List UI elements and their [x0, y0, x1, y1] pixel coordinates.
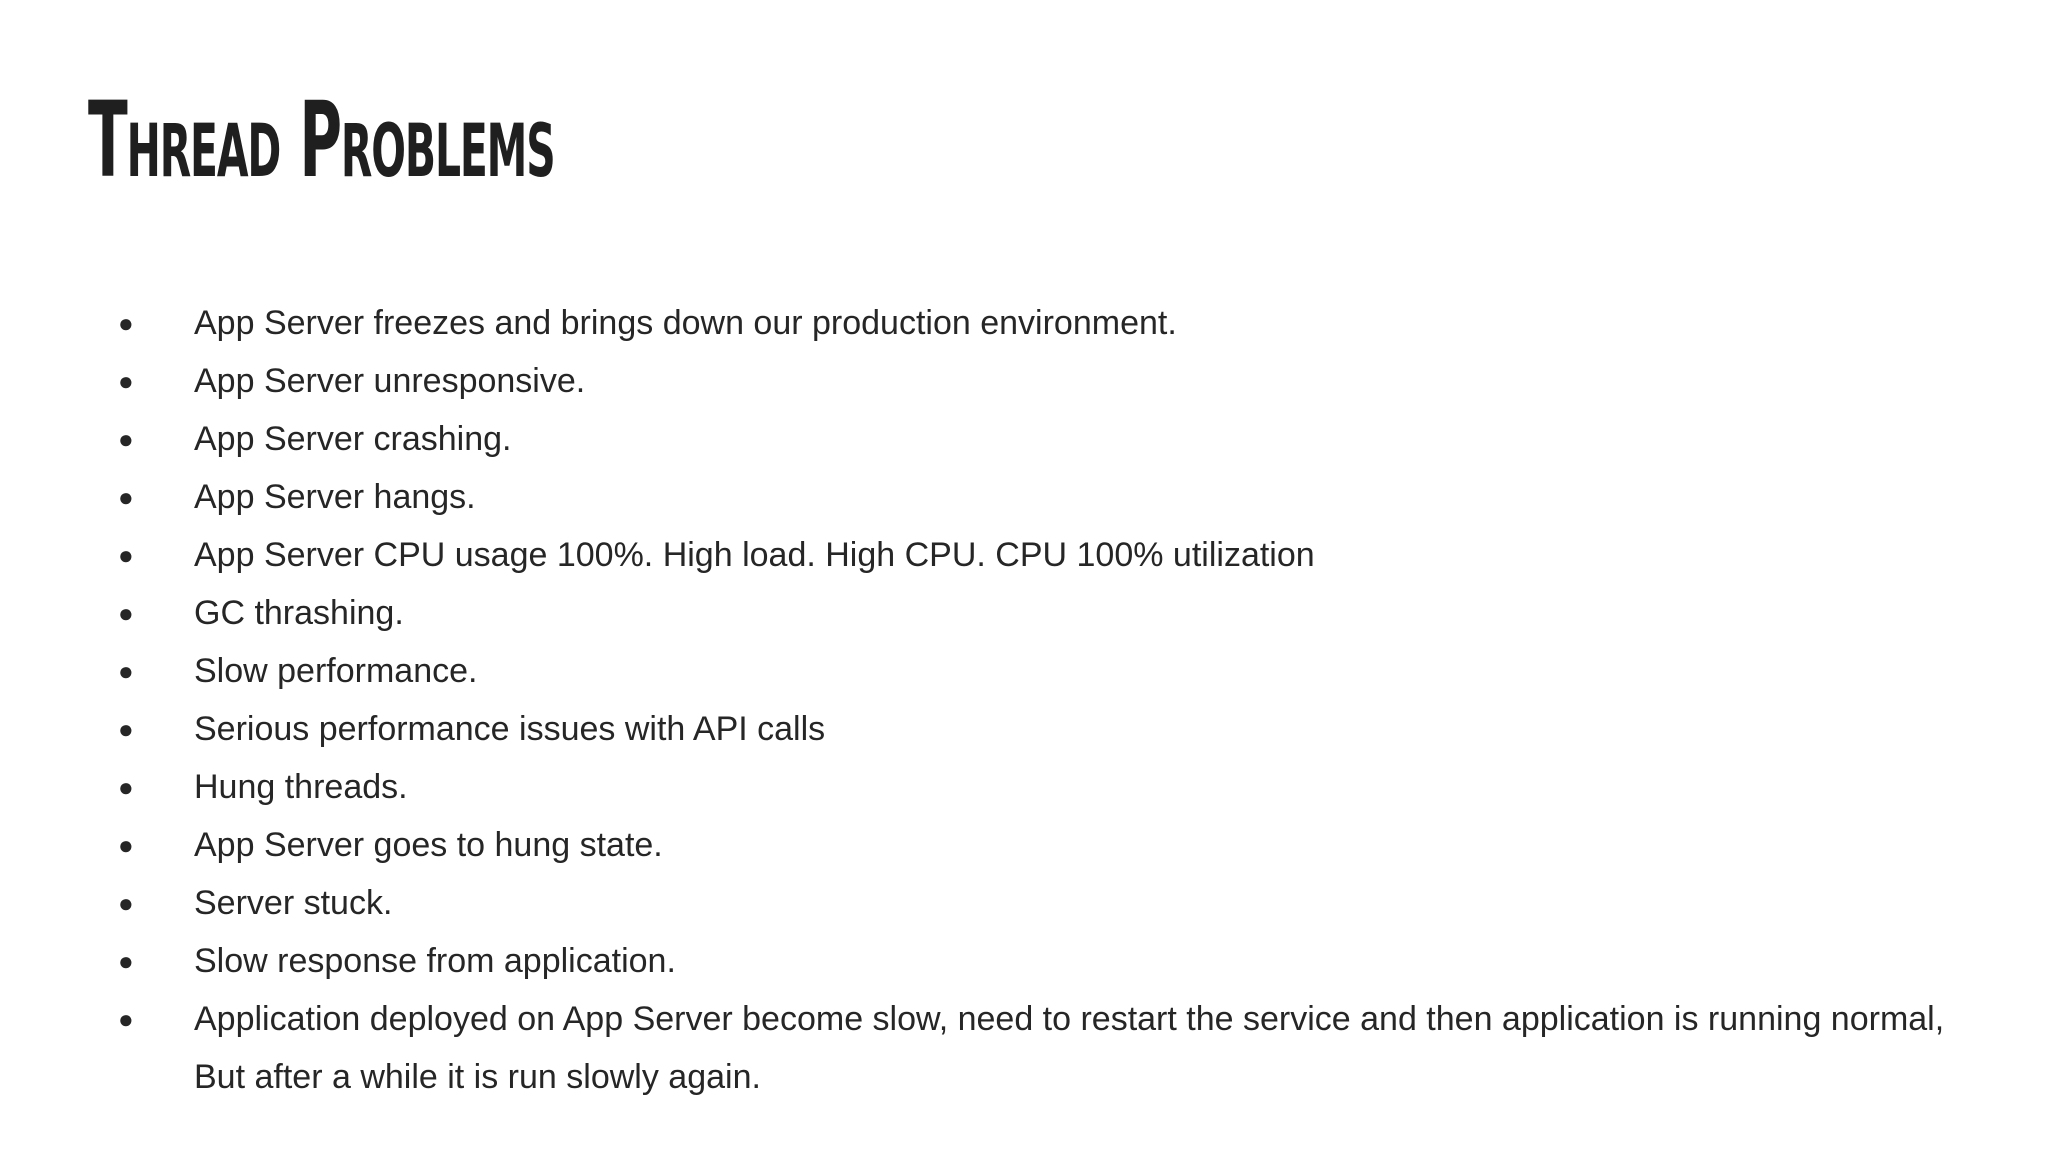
bullet-list — [118, 294, 1998, 1106]
bullet-icon: ● — [118, 714, 134, 744]
bullet-icon: ● — [118, 482, 134, 512]
slide-title: Thread Problems — [88, 79, 555, 201]
bullet-text: Slow response from application. — [194, 942, 676, 980]
bullet-text: App Server crashing. — [194, 420, 512, 458]
bullet-icon: ● — [118, 830, 134, 860]
bullet-icon: ● — [118, 540, 134, 570]
bullet-text: App Server goes to hung state. — [194, 826, 663, 864]
bullet-icon: ● — [118, 308, 134, 338]
list-item — [118, 642, 1998, 700]
bullet-text: App Server unresponsive. — [194, 362, 586, 400]
bullet-text: App Server hangs. — [194, 478, 476, 516]
list-item — [118, 526, 1998, 584]
bullet-text: App Server freezes and brings down our production environment. — [194, 304, 1177, 342]
list-item — [118, 294, 1998, 352]
bullet-icon: ● — [118, 424, 134, 454]
bullet-icon: ● — [118, 946, 134, 976]
list-item — [118, 352, 1998, 410]
bullet-text: Serious performance issues with API calls — [194, 710, 826, 748]
bullet-text: GC thrashing. — [194, 594, 404, 632]
list-item — [118, 932, 1998, 990]
list-item — [118, 584, 1998, 642]
list-item — [118, 758, 1998, 816]
bullet-icon: ● — [118, 366, 134, 396]
list-item — [118, 700, 1998, 758]
bullet-icon: ● — [118, 772, 134, 802]
bullet-text: Hung threads. — [194, 768, 408, 806]
bullet-text: Slow performance. — [194, 652, 478, 690]
list-item — [118, 874, 1998, 932]
list-item — [118, 816, 1998, 874]
bullet-icon: ● — [118, 598, 134, 628]
bullet-text: App Server CPU usage 100%. High load. High CPU. CPU 100% utilization — [194, 536, 1315, 574]
list-item — [118, 410, 1998, 468]
bullet-icon: ● — [118, 888, 134, 918]
list-item — [118, 468, 1998, 526]
bullet-text: Server stuck. — [194, 884, 393, 922]
bullet-icon: ● — [118, 1004, 134, 1034]
bullet-icon: ● — [118, 656, 134, 686]
list-item — [118, 990, 1998, 1106]
bullet-text: Application deployed on App Server become slow, need to restart the service and then application is running normal, But after a while it is run slowly again. — [194, 1000, 1945, 1096]
